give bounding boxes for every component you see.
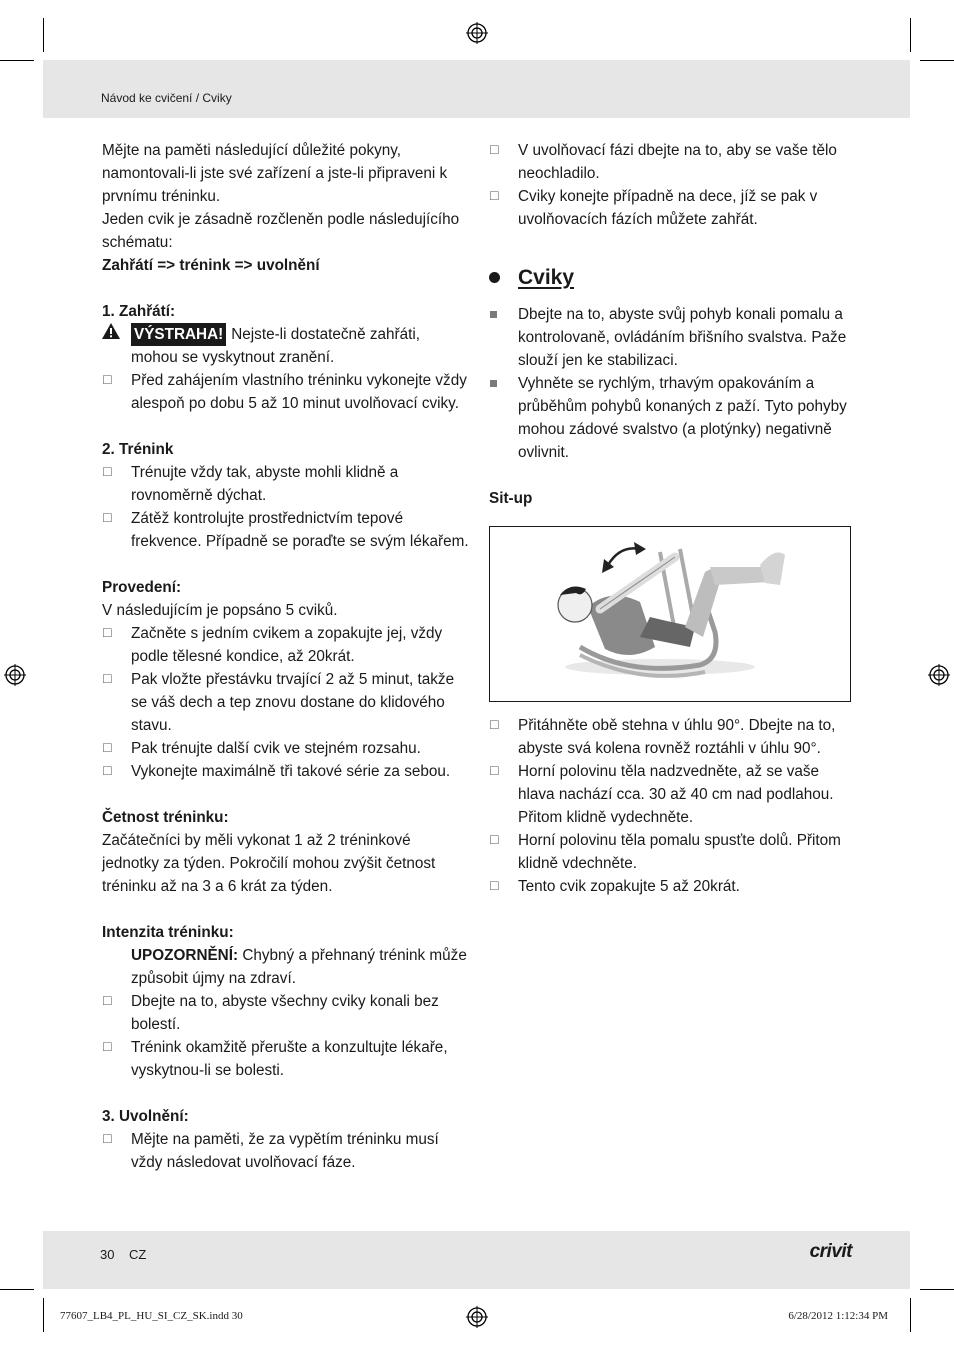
page-header: [43, 60, 910, 118]
crop-mark: [43, 1298, 44, 1332]
situp-illustration: [489, 526, 851, 702]
list-item: ☐ Cviky konejte případně na dece, jíž se pak v uvolňovacích fázích můžete zahřát.: [489, 185, 859, 231]
list-item: ☐ Zátěž kontrolujte prostřednictvím tepové frekvence. Případně se poraďte se svým lékařem.: [102, 507, 470, 553]
checkbox-bullet-icon: ☐: [489, 189, 500, 203]
section-title-situp: Sit-up: [489, 490, 533, 507]
execution-lead: V následujícím je popsáno 5 cviků.: [102, 602, 338, 619]
list-item: ☐ Tento cvik zopakujte 5 až 20krát.: [489, 875, 859, 898]
situp-figure-icon: [490, 527, 850, 701]
checkbox-bullet-icon: ☐: [102, 1132, 113, 1146]
crop-mark: [0, 1289, 34, 1290]
page-number: 30: [100, 1247, 115, 1262]
checkbox-bullet-icon: ☐: [489, 143, 500, 157]
section-title-training: 2. Trénink: [102, 441, 174, 458]
list-item: Vyhněte se rychlým, trhavým opakováním a průběhům pohybů konaných z paží. Tyto pohyby mohou zádové svalstvo (a plotýnky) negativně ovlivnit.: [489, 372, 859, 464]
registration-mark-icon: [466, 22, 488, 44]
crop-mark: [910, 18, 911, 52]
scheme-text: Zahřátí => trénink => uvolnění: [102, 257, 320, 274]
section-title-execution: Provedení:: [102, 579, 182, 596]
section-title-warmup: 1. Zahřátí:: [102, 303, 176, 320]
language-code: CZ: [129, 1247, 147, 1262]
page-footer: [43, 1231, 910, 1289]
checkbox-bullet-icon: ☐: [102, 465, 113, 479]
list-item: ☐ Vykonejte maximálně tři takové série za sebou.: [102, 760, 470, 783]
crop-mark: [920, 1289, 954, 1290]
frequency-text: Začátečníci by měli vykonat 1 až 2 tréninkové jednotky za týden. Pokročilí mohou zvýšit četnost tréninku až na 3 a 6 krát za týden.: [102, 832, 436, 895]
right-column: [489, 139, 859, 898]
registration-mark-icon: [928, 664, 950, 686]
checkbox-bullet-icon: ☐: [102, 511, 113, 525]
registration-mark-icon: [4, 664, 26, 686]
list-item: ☐ Začněte s jedním cvikem a zopakujte jej, vždy podle tělesné kondice, až 20krát.: [102, 622, 470, 668]
checkbox-bullet-icon: ☐: [489, 879, 500, 893]
crop-mark: [910, 1298, 911, 1332]
print-datetime: 6/28/2012 1:12:34 PM: [788, 1310, 888, 1322]
brand-logo: crivit: [809, 1241, 852, 1262]
section-heading-exercises: [489, 266, 859, 289]
left-column: [102, 139, 470, 1174]
square-bullet-icon: [490, 311, 497, 318]
heading-bullet-icon: [489, 272, 500, 283]
list-item: ☐ Dbejte na to, abyste všechny cviky konali bez bolestí.: [102, 990, 470, 1036]
section-title-cooldown: 3. Uvolnění:: [102, 1108, 189, 1125]
checkbox-bullet-icon: ☐: [102, 626, 113, 640]
checkbox-bullet-icon: ☐: [102, 994, 113, 1008]
list-item: ☐ V uvolňovací fázi dbejte na to, aby se vaše tělo neochladilo.: [489, 139, 859, 185]
registration-mark-icon: [466, 1306, 488, 1328]
warning-text-tail: mohou se vyskytnout zranění.: [131, 349, 335, 366]
warning-text-head: Nejste-li dostatečně zahřáti,: [231, 326, 420, 343]
list-item: ☐ Pak trénujte další cvik ve stejném rozsahu.: [102, 737, 470, 760]
checkbox-bullet-icon: ☐: [489, 718, 500, 732]
list-item: Dbejte na to, abyste svůj pohyb konali pomalu a kontrolovaně, ovládáním břišního svalstva. Paže slouží jen ke stabilizaci.: [489, 303, 859, 372]
section-title-frequency: Četnost tréninku:: [102, 809, 229, 826]
warning-triangle-icon: [102, 323, 120, 339]
checkbox-bullet-icon: ☐: [102, 373, 113, 387]
list-item: ☐ Před zahájením vlastního tréninku vykonejte vždy alespoň po dobu 5 až 10 minut uvolňovací cviky.: [102, 369, 470, 415]
checkbox-bullet-icon: ☐: [102, 764, 113, 778]
list-item: ☐ Mějte na paměti, že za vypětím tréninku musí vždy následovat uvolňovací fáze.: [102, 1128, 470, 1174]
checkbox-bullet-icon: ☐: [102, 672, 113, 686]
list-item: ☐ Horní polovinu těla nadzvedněte, až se vaše hlava nachází cca. 30 až 40 cm nad podlahou. Přitom klidně vydechněte.: [489, 760, 859, 829]
checkbox-bullet-icon: ☐: [489, 833, 500, 847]
heading-title: Cviky: [518, 266, 575, 289]
list-item: ☐ Pak vložte přestávku trvající 2 až 5 minut, takže se váš dech a tep znovu dostane do klidového stavu.: [102, 668, 470, 737]
notice-label: UPOZORNĚNÍ:: [131, 947, 239, 964]
crop-mark: [43, 18, 44, 52]
warning-row: [102, 323, 470, 346]
checkbox-bullet-icon: ☐: [102, 741, 113, 755]
square-bullet-icon: [490, 380, 497, 387]
list-item: ☐ Trénink okamžitě přerušte a konzultujte lékaře, vyskytnou-li se bolesti.: [102, 1036, 470, 1082]
intro-paragraph: Mějte na paměti následující důležité pokyny, namontovali-li jste své zařízení a jste-li připraveni k prvnímu tréninku.: [102, 142, 448, 205]
intro-paragraph: Jeden cvik je zásadně rozčleněn podle následujícího schématu:: [102, 211, 460, 251]
print-file-info: 77607_LB4_PL_HU_SI_CZ_SK.indd 30: [60, 1310, 243, 1322]
crop-mark: [920, 60, 954, 61]
crop-mark: [0, 60, 34, 61]
list-item: ☐ Trénujte vždy tak, abyste mohli klidně a rovnoměrně dýchat.: [102, 461, 470, 507]
list-item: ☐ Přitáhněte obě stehna v úhlu 90°. Dbejte na to, abyste svá kolena rovněž roztáhli v úhlu 90°.: [489, 714, 859, 760]
header-title: Návod ke cvičení / Cviky: [101, 91, 232, 105]
checkbox-bullet-icon: ☐: [489, 764, 500, 778]
section-title-intensity: Intenzita tréninku:: [102, 924, 234, 941]
list-item: ☐ Horní polovinu těla pomalu spusťte dolů. Přitom klidně vdechněte.: [489, 829, 859, 875]
notice-text: UPOZORNĚNÍ: Chybný a přehnaný trénink může způsobit újmy na zdraví.: [131, 947, 467, 987]
checkbox-bullet-icon: ☐: [102, 1040, 113, 1054]
warning-badge: VÝSTRAHA!: [131, 323, 226, 346]
